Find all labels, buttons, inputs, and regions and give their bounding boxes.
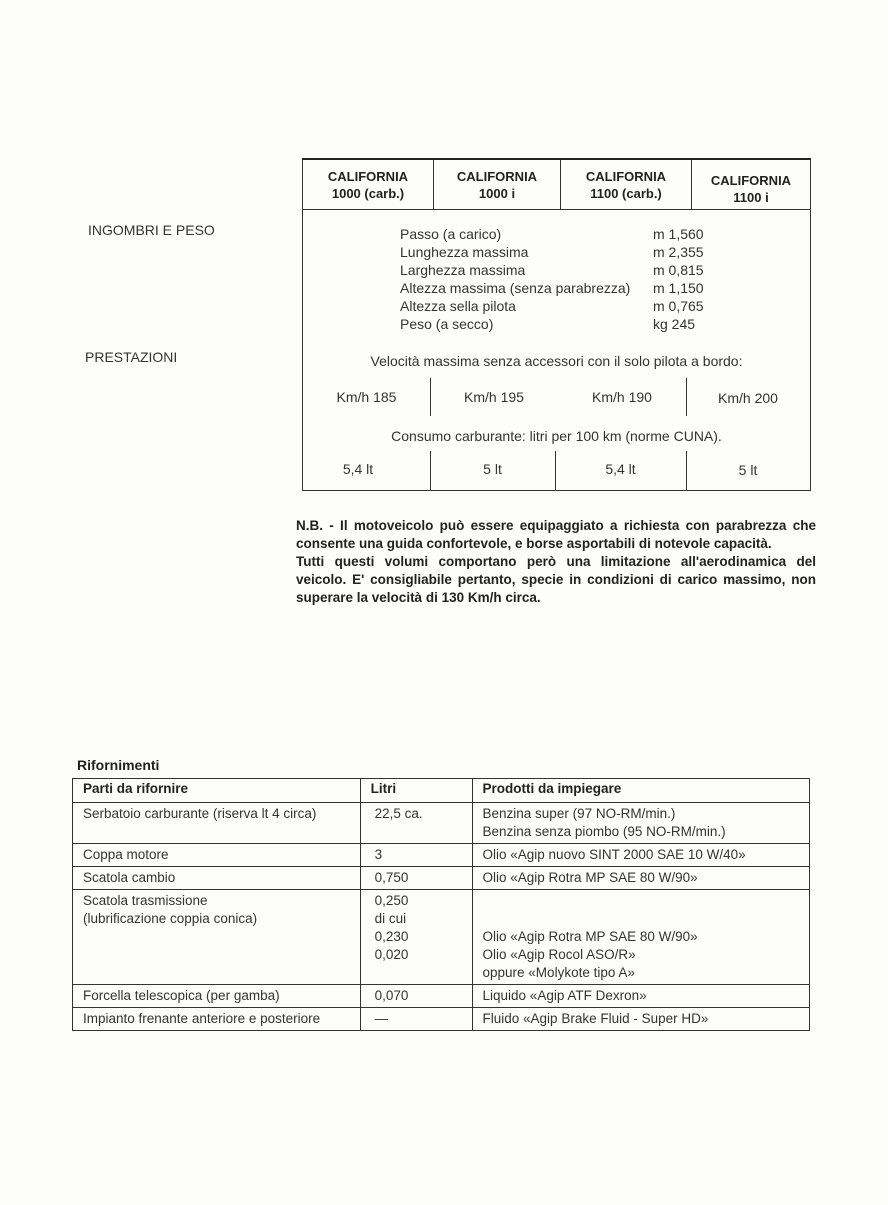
refueling-table bbox=[72, 778, 810, 1031]
product-name: Benzina super (97 NO-RM/min.) bbox=[482, 806, 676, 821]
dimension-value: m 1,560 bbox=[653, 226, 704, 242]
model-name: CALIFORNIA bbox=[327, 169, 409, 184]
product-name: Olio «Agip Rocol ASO/R» bbox=[482, 947, 636, 962]
refueling-title: Rifornimenti bbox=[77, 757, 160, 773]
dimension-label: Larghezza massima bbox=[400, 262, 526, 278]
product-name: Liquido «Agip ATF Dexron» bbox=[482, 988, 647, 1003]
model-variant: 1100 (carb.) bbox=[590, 186, 662, 201]
dimension-row bbox=[400, 280, 720, 299]
product-name bbox=[483, 910, 799, 928]
dimensions-section-label: INGOMBRI E PESO bbox=[88, 222, 215, 238]
product-name: Olio «Agip Rotra MP SAE 80 W/90» bbox=[482, 929, 698, 944]
model-variant: 1000 (carb.) bbox=[331, 186, 405, 201]
model-header bbox=[560, 160, 691, 210]
liters-value: 0,070 bbox=[374, 988, 409, 1003]
part-name: Coppa motore bbox=[83, 847, 169, 862]
table-row bbox=[73, 844, 810, 867]
part-name: Forcella telescopica (per gamba) bbox=[83, 988, 280, 1003]
model-name: CALIFORNIA bbox=[585, 169, 667, 184]
dimension-value: m 1,150 bbox=[653, 280, 704, 296]
max-speed-value: Km/h 185 bbox=[336, 389, 397, 405]
dimension-value: kg 245 bbox=[653, 316, 696, 332]
model-variant: 1000 i bbox=[478, 186, 516, 201]
part-name: Scatola cambio bbox=[83, 870, 176, 885]
product-name: Olio «Agip nuovo SINT 2000 SAE 10 W/40» bbox=[482, 847, 746, 862]
consumption-value: 5,4 lt bbox=[605, 461, 636, 477]
dimension-label: Peso (a secco) bbox=[400, 316, 494, 332]
dimension-row bbox=[400, 298, 720, 317]
table-row bbox=[73, 803, 810, 844]
liters-value: — bbox=[374, 1011, 389, 1026]
table-header-row bbox=[73, 779, 810, 803]
max-speed-value: Km/h 200 bbox=[718, 390, 778, 406]
product-name: Benzina senza piombo (95 NO-RM/min.) bbox=[482, 824, 726, 839]
liters-value: 22,5 ca. bbox=[374, 806, 423, 821]
consumption-value: 5 lt bbox=[738, 462, 758, 478]
product-name: Fluido «Agip Brake Fluid - Super HD» bbox=[482, 1011, 709, 1026]
model-name: CALIFORNIA bbox=[456, 169, 538, 184]
part-name: Scatola trasmissione bbox=[83, 893, 208, 908]
liters-value: 0,230 bbox=[374, 929, 409, 944]
dimension-row bbox=[400, 316, 720, 335]
model-variant: 1100 i bbox=[733, 190, 769, 205]
model-header bbox=[433, 160, 560, 210]
part-name: Impianto frenante anteriore e posteriore bbox=[83, 1011, 321, 1026]
model-header bbox=[691, 160, 810, 210]
consumption-note: Consumo carburante: litri per 100 km (norme CUNA). bbox=[391, 428, 722, 444]
product-name: oppure «Molykote tipo A» bbox=[482, 965, 635, 980]
product-name bbox=[483, 892, 799, 910]
liters-value: 0,020 bbox=[374, 947, 409, 962]
dimension-row bbox=[400, 262, 720, 281]
note-text: Tutti questi volumi comportano però una limitazione all'aerodinamica del veicolo. E' consigliabile pertanto, specie in condizioni di carico massimo, non superare la velocità di 130 Km/h circa. bbox=[296, 554, 816, 605]
column-header: Litri bbox=[360, 779, 472, 803]
dimension-value: m 0,815 bbox=[653, 262, 704, 278]
max-speed-note: Velocità massima senza accessori con il solo pilota a bordo: bbox=[370, 353, 743, 369]
part-name: Serbatoio carburante (riserva lt 4 circa) bbox=[83, 806, 317, 821]
table-row bbox=[73, 890, 810, 985]
note-paragraph bbox=[296, 517, 816, 607]
model-header bbox=[303, 160, 433, 210]
liters-value: 0,750 bbox=[374, 870, 409, 885]
liters-value: di cui bbox=[374, 911, 407, 926]
dimension-row bbox=[400, 244, 720, 263]
dimension-value: m 2,355 bbox=[653, 244, 704, 260]
consumption-value: 5,4 lt bbox=[342, 461, 374, 477]
note-text: N.B. - Il motoveicolo può essere equipaggiato a richiesta con parabrezza che consente una guida confortevole, e borse asportabili di notevole capacità. bbox=[296, 518, 816, 551]
liters-value: 0,250 bbox=[374, 893, 409, 908]
table-row bbox=[73, 985, 810, 1008]
product-name: Olio «Agip Rotra MP SAE 80 W/90» bbox=[482, 870, 698, 885]
table-row bbox=[73, 1008, 810, 1031]
column-header: Parti da rifornire bbox=[73, 779, 361, 803]
performance-section-label: PRESTAZIONI bbox=[85, 349, 178, 365]
part-name-detail: (lubrificazione coppia conica) bbox=[83, 911, 258, 926]
specifications-table bbox=[302, 158, 811, 491]
dimension-row bbox=[400, 226, 720, 245]
table-row bbox=[73, 867, 810, 890]
dimension-value: m 0,765 bbox=[653, 298, 704, 314]
model-name: CALIFORNIA bbox=[710, 173, 792, 188]
dimension-label: Lunghezza massima bbox=[400, 244, 529, 260]
dimension-label: Passo (a carico) bbox=[400, 226, 502, 242]
column-header: Prodotti da impiegare bbox=[472, 779, 809, 803]
dimension-label: Altezza massima (senza parabrezza) bbox=[400, 280, 631, 296]
max-speed-value: Km/h 190 bbox=[592, 389, 652, 405]
liters-value: 3 bbox=[374, 847, 383, 862]
consumption-value: 5 lt bbox=[483, 461, 502, 477]
max-speed-value: Km/h 195 bbox=[464, 389, 524, 405]
dimension-label: Altezza sella pilota bbox=[400, 298, 516, 314]
